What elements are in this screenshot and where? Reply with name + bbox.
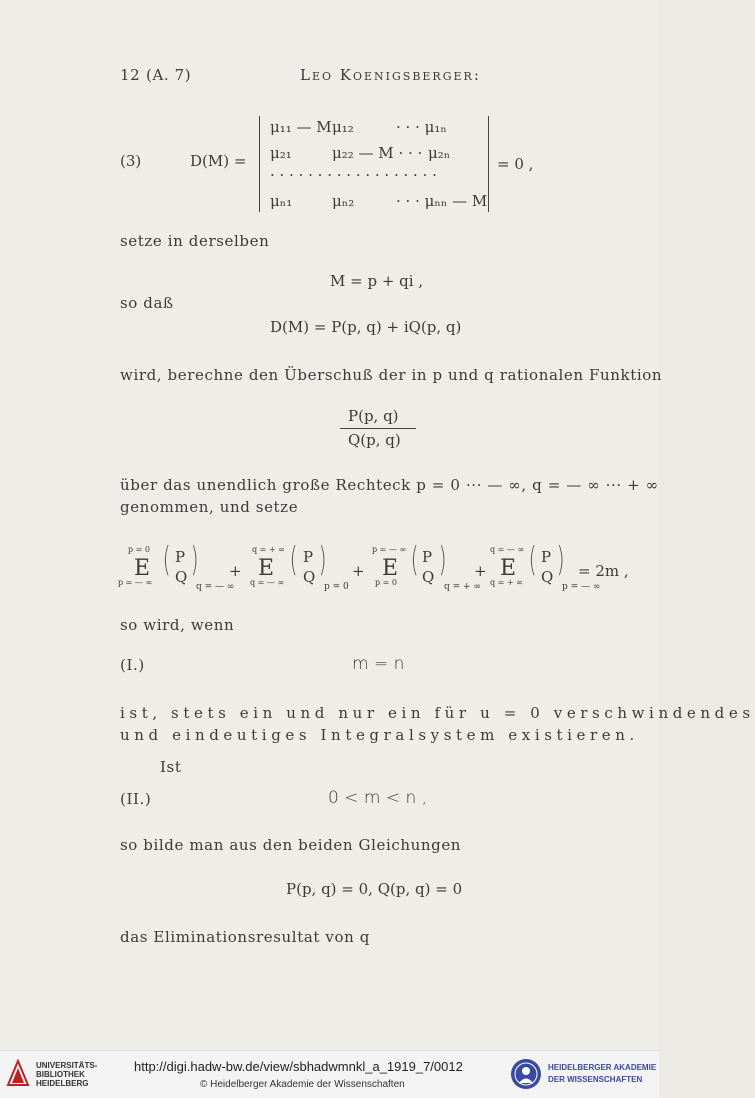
paren-right: ) xyxy=(318,540,327,580)
excess-lower-limit: p = 0 xyxy=(375,578,397,587)
det-dots-row: · · · · · · · · · · · · · · · · · · xyxy=(270,166,437,184)
excess-subscript: q = + ∞ xyxy=(444,582,481,592)
text-line: über das unendlich große Rechteck p = 0 ··· — ∞, q = — ∞ ··· + ∞ xyxy=(120,476,659,494)
determinant-left-bar xyxy=(259,116,260,212)
text-line: genommen, und setze xyxy=(120,498,299,516)
excess-num: P xyxy=(541,548,552,566)
fraction-denominator: Q(p, q) xyxy=(348,431,401,449)
excess-upper-limit: p = — ∞ xyxy=(372,545,407,554)
equation-label-I: (I.) xyxy=(120,656,145,674)
det-cell: μ₁₁ — M xyxy=(270,118,332,136)
det-cell: μ₂₂ — M · · · xyxy=(332,144,423,162)
excess-num: P xyxy=(175,548,186,566)
determinant-rhs: = 0 , xyxy=(497,155,534,173)
excess-operator: E xyxy=(500,556,517,581)
excess-den: Q xyxy=(422,568,435,586)
copyright-notice: © Heidelberger Akademie der Wissenschaften xyxy=(200,1079,405,1090)
excess-den: Q xyxy=(541,568,554,586)
equation-II: 0 < m < n , xyxy=(328,788,428,808)
det-cell: · · · μ₁ₙ xyxy=(396,118,447,136)
paren-left: ( xyxy=(528,540,537,580)
running-head-author: Leo Koenigsberger: xyxy=(300,66,481,84)
plus-sign: + xyxy=(474,562,487,580)
academy-seal-icon xyxy=(510,1058,542,1090)
text-line: so daß xyxy=(120,294,174,312)
excess-upper-limit: q = + ∞ xyxy=(252,545,285,554)
university-library-logo-text: UNIVERSITÄTS- BIBLIOTHEK HEIDELBERG xyxy=(36,1061,98,1088)
fraction-bar xyxy=(340,428,416,429)
page-number: 12 xyxy=(120,66,141,84)
equation-pq: P(p, q) = 0, Q(p, q) = 0 xyxy=(286,880,463,898)
plus-sign: + xyxy=(229,562,242,580)
excess-operator: E xyxy=(258,556,275,581)
equation-I: m = n xyxy=(352,654,405,674)
text-line: setze in derselben xyxy=(120,232,270,250)
excess-num: P xyxy=(303,548,314,566)
text-line: und eindeutiges Integralsystem existieren. xyxy=(120,726,639,744)
equation-label-3: (3) xyxy=(120,152,142,170)
det-cell: μₙ₁ xyxy=(270,192,293,210)
footer-bar xyxy=(0,1050,659,1098)
university-library-logo-icon xyxy=(6,1059,30,1089)
equation-label-II: (II.) xyxy=(120,790,152,808)
text-line: ist, stets ein und nur ein für u = 0 verschwindendes xyxy=(120,704,755,722)
text-line: Ist xyxy=(160,758,182,776)
equation-d: D(M) = P(p, q) + iQ(p, q) xyxy=(270,318,462,336)
determinant-right-bar xyxy=(488,116,489,212)
plus-sign: + xyxy=(352,562,365,580)
excess-upper-limit: q = — ∞ xyxy=(490,545,525,554)
text-line: das Eliminationsresultat von q xyxy=(120,928,370,946)
excess-lower-limit: p = — ∞ xyxy=(118,578,153,587)
equation-m: M = p + qi , xyxy=(330,272,424,290)
paren-right: ) xyxy=(190,540,199,580)
excess-den: Q xyxy=(175,568,188,586)
text-line: so bilde man aus den beiden Gleichungen xyxy=(120,836,462,854)
excess-upper-limit: p = 0 xyxy=(128,545,150,554)
excess-operator: E xyxy=(134,556,151,581)
excess-den: Q xyxy=(303,568,316,586)
source-url-link[interactable]: http://digi.hadw-bw.de/view/sbhadwmnkl_a_1919_7/0012 xyxy=(134,1059,463,1074)
det-cell: μ₁₂ xyxy=(332,118,354,136)
academy-logo-text-2: DER WISSENSCHAFTEN xyxy=(548,1075,643,1084)
academy-logo-text-1: HEIDELBERGER AKADEMIE xyxy=(548,1063,657,1072)
det-cell: μ₂₁ xyxy=(270,144,292,162)
fraction-numerator: P(p, q) xyxy=(348,407,399,425)
excess-subscript: p = — ∞ xyxy=(562,582,601,592)
text-line: so wird, wenn xyxy=(120,616,235,634)
det-cell: · · · μₙₙ — M xyxy=(396,192,488,210)
determinant-lhs: D(M) = xyxy=(190,152,247,170)
excess-subscript: p = 0 xyxy=(324,582,349,592)
excess-rhs: = 2m , xyxy=(578,562,629,580)
excess-num: P xyxy=(422,548,433,566)
paren-left: ( xyxy=(410,540,419,580)
excess-lower-limit: q = + ∞ xyxy=(490,578,523,587)
excess-subscript: q = — ∞ xyxy=(196,582,235,592)
paren-left: ( xyxy=(289,540,298,580)
det-cell: μₙ₂ xyxy=(332,192,355,210)
paren-right: ) xyxy=(556,540,565,580)
section-label: (A. 7) xyxy=(146,66,192,84)
excess-lower-limit: q = — ∞ xyxy=(250,578,285,587)
excess-operator: E xyxy=(382,556,399,581)
paren-right: ) xyxy=(438,540,447,580)
paren-left: ( xyxy=(162,540,171,580)
text-line: wird, berechne den Überschuß der in p und q rationalen Funktion xyxy=(120,366,663,384)
det-cell: μ₂ₙ xyxy=(428,144,451,162)
